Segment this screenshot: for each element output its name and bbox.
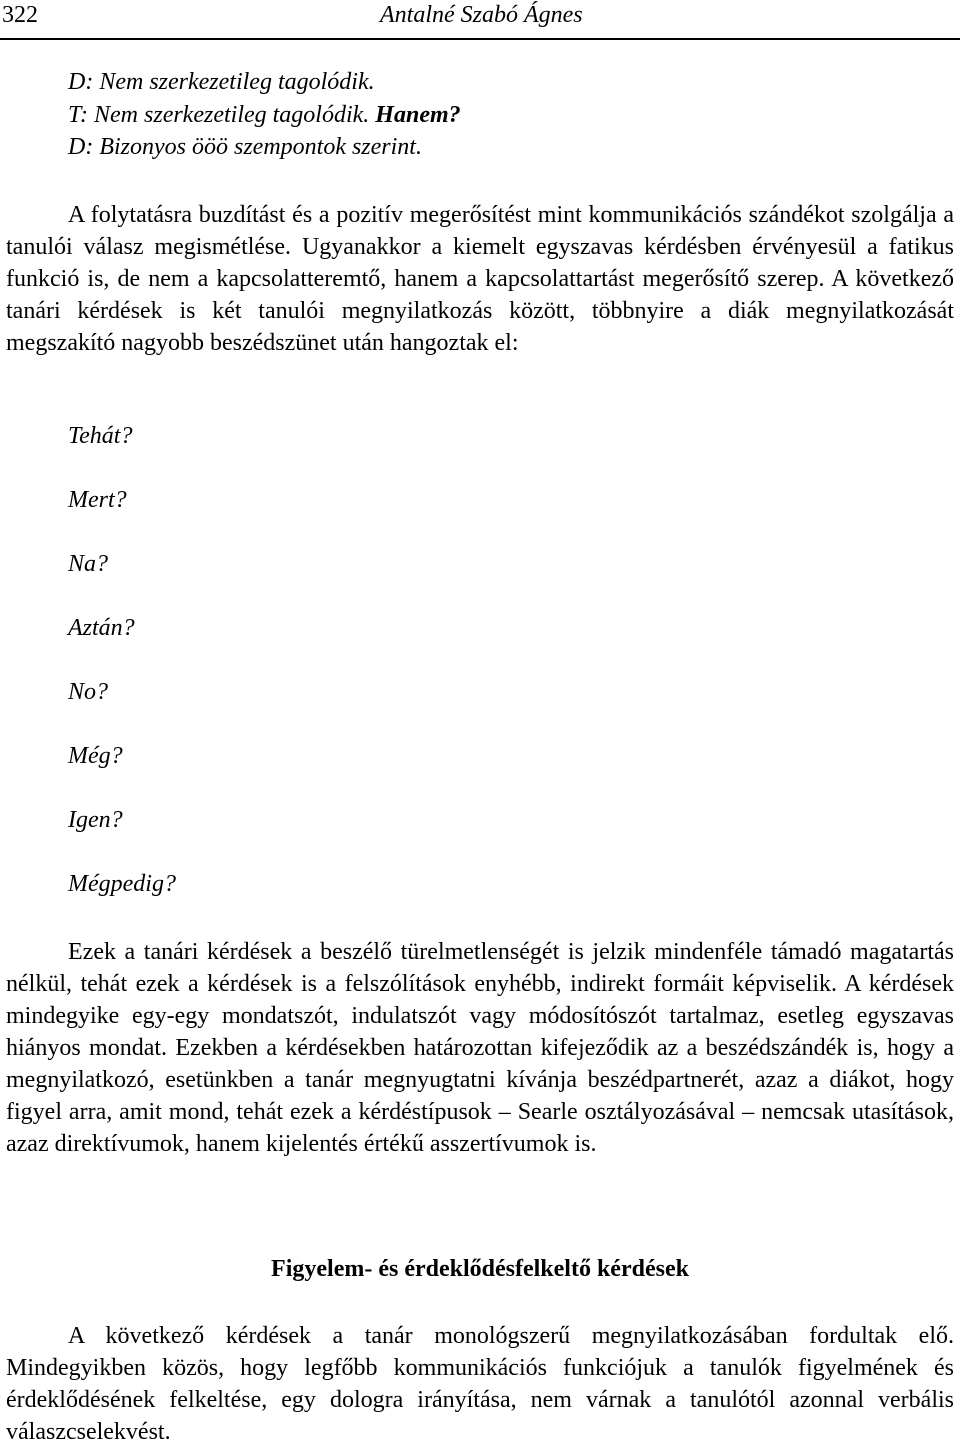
question-item: No? bbox=[68, 679, 109, 705]
dialogue-line-2-text: T: Nem szerkezetileg tagolódik. bbox=[68, 102, 376, 128]
question-item: Na? bbox=[68, 551, 109, 577]
question-item: Mert? bbox=[68, 487, 127, 513]
page-header bbox=[0, 0, 960, 40]
question-item: Még? bbox=[68, 743, 123, 769]
running-head-author: Antalné Szabó Ágnes bbox=[380, 2, 583, 28]
question-item: Aztán? bbox=[68, 615, 135, 641]
dialogue-bold-question: Hanem? bbox=[375, 102, 461, 128]
page-number: 322 bbox=[2, 2, 38, 28]
dialogue-line-1: D: Nem szerkezetileg tagolódik. bbox=[68, 69, 375, 95]
header-rule bbox=[0, 38, 960, 40]
dialogue-line-2 bbox=[68, 102, 461, 129]
question-item: Igen? bbox=[68, 807, 123, 833]
paragraph-1: A folytatásra buzdítást és a pozitív megerősítést mint kommunikációs szándékot szolgálja a tanulói válasz megismétlése. Ugyanakkor a kiemelt egyszavas kérdésben érvényesül a fatikus funkció is, de nem a kapcsolatteremtő, hanem a kapcsolattartást megerősítő szerep. A következő tanári kérdések is két tanulói megnyilatkozás között, többnyire a diák megnyilatkozását megszakító nagyobb beszédszünet után hangoztak el: bbox=[6, 202, 954, 356]
question-item: Tehát? bbox=[68, 423, 133, 449]
section-heading: Figyelem- és érdeklődésfelkeltő kérdések bbox=[271, 1256, 689, 1282]
dialogue-line-3: D: Bizonyos ööö szempontok szerint. bbox=[68, 134, 422, 160]
paragraph-3: A következő kérdések a tanár monológszerű megnyilatkozásában fordultak elő. Mindegyikben közös, hogy legfőbb kommunikációs funkciójuk a tanulók figyelmének és érdeklődésének felkeltése, egy dologra irányítása, nem várnak a tanulótól azonnal verbális válaszcselekvést. bbox=[6, 1323, 954, 1445]
question-item: Mégpedig? bbox=[68, 871, 176, 897]
paragraph-2: Ezek a tanári kérdések a beszélő türelmetlenségét is jelzik mindenféle támadó magatartás nélkül, tehát ezek a kérdések is a felszólítások enyhébb, indirekt formáit képviselik. A kérdések mindegyike egy-egy mondatszót, indulatszót vagy módosítószót tartalmaz, esetleg egyszavas hiányos mondat. Ezekben a kérdésekben határozottan kifejeződik az a beszédszándék is, hogy a megnyilatkozó, esetünkben a tanár megnyugtatni kívánja beszédpartnerét, azaz a diákot, hogy figyel arra, amit mond, tehát ezek a kérdéstípusok – Searle osztályozásával – nemcsak utasítások, azaz direktívumok, hanem kijelentés értékű asszertívumok is. bbox=[6, 939, 954, 1157]
